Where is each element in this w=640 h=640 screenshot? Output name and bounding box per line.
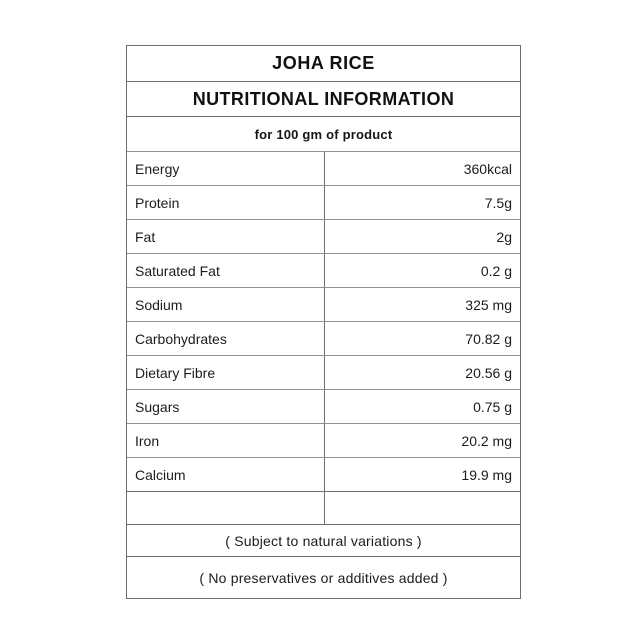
row-value: 19.9 mg xyxy=(461,466,512,483)
table-subtitle-row xyxy=(127,82,520,117)
row-label: Calcium xyxy=(127,458,325,491)
row-value: 20.2 mg xyxy=(461,432,512,449)
footnote-preservatives: ( No preservatives or additives added ) xyxy=(199,569,448,586)
row-label: Sugars xyxy=(127,390,325,423)
row-value: 325 mg xyxy=(465,296,512,313)
footnote-preservatives-row xyxy=(127,557,520,598)
table-row-fat xyxy=(127,220,520,254)
nutrition-table xyxy=(126,45,521,599)
row-value xyxy=(325,492,520,524)
row-label: Carbohydrates xyxy=(127,322,325,355)
row-label: Fat xyxy=(127,220,325,253)
row-label: Saturated Fat xyxy=(127,254,325,287)
table-row-sugars xyxy=(127,390,520,424)
table-row-dietary-fibre xyxy=(127,356,520,390)
table-row-iron xyxy=(127,424,520,458)
row-value: 0.75 g xyxy=(473,398,512,415)
row-label: Sodium xyxy=(127,288,325,321)
footnote-variations-row xyxy=(127,525,520,557)
table-row-calcium xyxy=(127,458,520,492)
product-title-row xyxy=(127,46,520,82)
serving-note: for 100 gm of product xyxy=(254,126,393,142)
footnote-variations: ( Subject to natural variations ) xyxy=(225,532,422,549)
table-row-empty xyxy=(127,492,520,525)
table-row-carbohydrates xyxy=(127,322,520,356)
table-row-energy xyxy=(127,152,520,186)
table-subtitle: NUTRITIONAL INFORMATION xyxy=(192,88,455,109)
product-title: JOHA RICE xyxy=(272,53,375,73)
row-label: Dietary Fibre xyxy=(127,356,325,389)
row-label xyxy=(127,492,325,524)
table-row-saturated-fat xyxy=(127,254,520,288)
table-row-protein xyxy=(127,186,520,220)
row-label: Energy xyxy=(127,152,325,185)
row-value: 360kcal xyxy=(463,160,512,177)
row-value: 7.5g xyxy=(484,194,512,211)
serving-note-row xyxy=(127,117,520,152)
row-label: Protein xyxy=(127,186,325,219)
row-value: 20.56 g xyxy=(465,364,512,381)
row-value: 2g xyxy=(496,228,512,245)
row-value: 0.2 g xyxy=(480,262,512,279)
row-value: 70.82 g xyxy=(465,330,512,347)
table-row-sodium xyxy=(127,288,520,322)
row-label: Iron xyxy=(127,424,325,457)
